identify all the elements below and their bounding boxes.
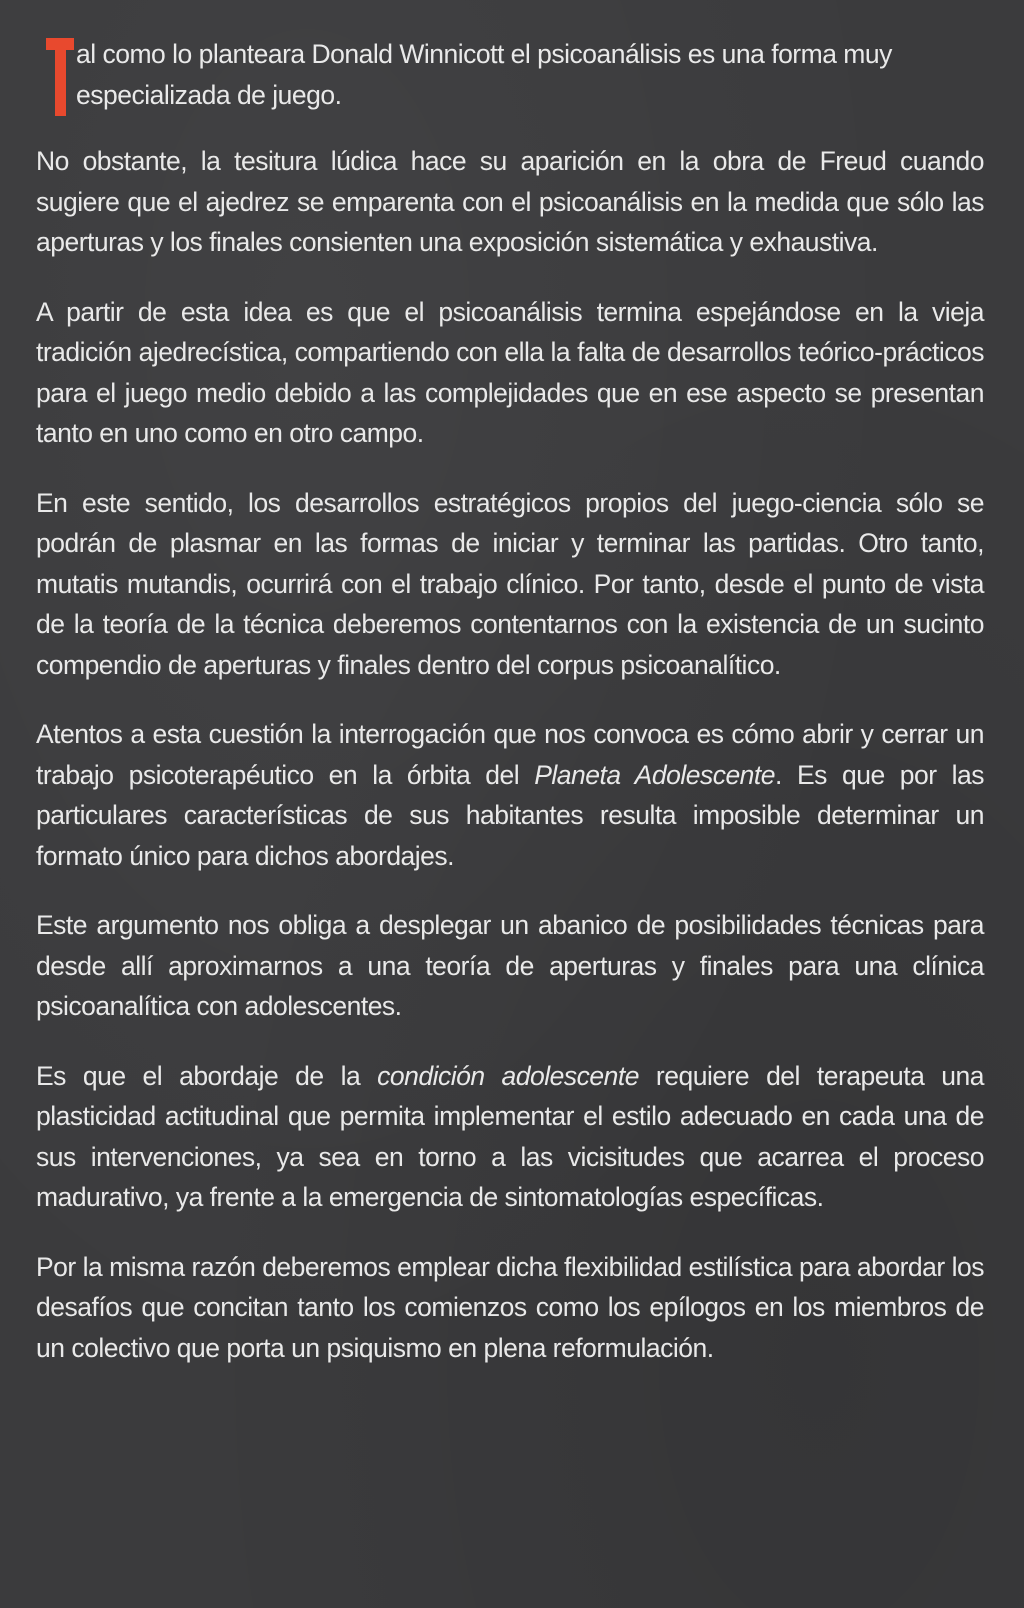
- dropcap-bar-stem: [55, 38, 66, 116]
- paragraph-5-text-after: . Es que por las particulares características de sus habitantes resulta imposible determinar un formato único para dichos abordajes.: [36, 759, 984, 871]
- paragraph-7: [36, 1056, 984, 1218]
- paragraph-2: No obstante, la tesitura lúdica hace su aparición en la obra de Freud cuando sugiere que el ajedrez se emparenta con el psicoanálisis en la medida que sólo las aperturas y los finales consienten una exposición sistemática y exhaustiva.: [36, 146, 984, 257]
- paragraph-8: Por la misma razón deberemos emplear dicha flexibilidad estilística para abordar los desafíos que concitan tanto los comienzos como los epílogos en los miembros de un colectivo que porta un psiquismo en plena reformulación.: [36, 1251, 984, 1363]
- paragraph-5: [36, 714, 984, 876]
- paragraph-5-italic: Planeta Adolescente: [534, 759, 776, 790]
- paragraph-7-italic: condición adolescente: [377, 1060, 639, 1091]
- paragraph-4: En este sentido, los desarrollos estratégicos propios del juego-ciencia sólo se podrán de plasmar en las formas de iniciar y terminar las partidas. Otro tanto, mutatis mutandis, ocurrirá con el trabajo clínico. Por tanto, desde el punto de vista de la teoría de la técnica deberemos contentarnos con la existencia de un sucinto compendio de aperturas y finales dentro del corpus psicoanalítico.: [36, 487, 984, 680]
- paragraph-1: [36, 34, 984, 115]
- paragraph-7-text-after: requiere del terapeuta una plasticidad actitudinal que permita implementar el estilo adecuado en cada una de sus intervenciones, ya sea en torno a las vicisitudes que acarrea el proceso madurativo, ya frente a la emergencia de sintomatologías específicas.: [36, 1060, 985, 1212]
- paragraph-3: A partir de esta idea es que el psicoanálisis termina espejándose en la vieja tradición ajedrecística, compartiendo con ella la falta de desarrollos teórico-prácticos para el juego medio debido a las complejidades que en ese aspecto se presentan tanto en uno como en otro campo.: [36, 296, 984, 448]
- paragraph-5-text-before: Atentos a esta cuestión la interrogación que nos convoca es cómo abrir y cerrar un trabajo psicoterapéutico en la órbita del: [36, 719, 984, 790]
- paragraph-7-text-before: Es que el abordaje de la: [36, 1060, 378, 1091]
- dropcap-t: [46, 38, 74, 116]
- paragraph-1-text: al como lo planteara Donald Winnicott el psicoanálisis es una forma muy especializada de juego.: [76, 39, 892, 110]
- paragraph-6: Este argumento nos obliga a desplegar un abanico de posibilidades técnicas para desde allí aproximarnos a una teoría de aperturas y finales para una clínica psicoanalítica con adolescentes.: [36, 910, 984, 1021]
